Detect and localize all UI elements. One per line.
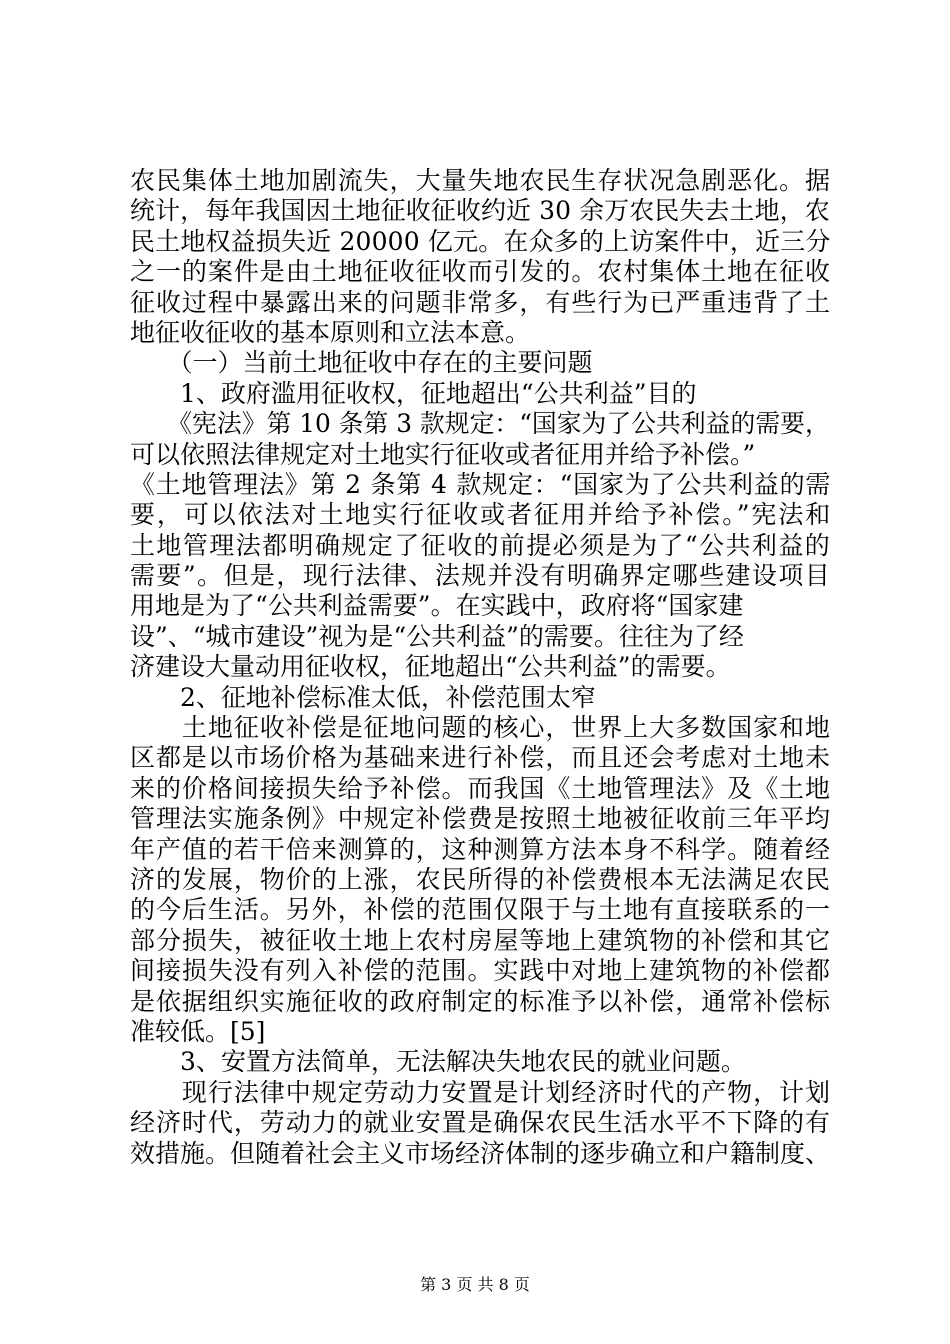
text-line: 要，可以依法对土地实行征收或者征用并给予补偿。”宪法和 xyxy=(130,500,833,530)
text-line: 部分损失，被征收土地上农村房屋等地上建筑物的补偿和其它 xyxy=(130,925,831,955)
text-line: 区都是以市场价格为基础来进行补偿，而且还会考虑对土地未 xyxy=(130,743,831,773)
text-line: 1、政府滥用征收权，征地超出“公共利益”目的 xyxy=(130,378,697,408)
text-line: 管理法实施条例》中规定补偿费是按照土地被征收前三年平均 xyxy=(130,804,831,834)
text-line: 准较低。[5] xyxy=(130,1016,266,1046)
text-line: 征收过程中暴露出来的问题非常多，有些行为已严重违背了土 xyxy=(130,287,831,317)
text-line: 可以依照法律规定对土地实行征收或者征用并给予补偿。” xyxy=(130,439,756,469)
text-line: 经济时代，劳动力的就业安置是确保农民生活水平不下降的有 xyxy=(130,1108,831,1138)
text-line: 《宪法》第 10 条第 3 款规定：“国家为了公共利益的需要， xyxy=(130,409,830,439)
text-line: 间接损失没有列入补偿的范围。实践中对地上建筑物的补偿都 xyxy=(130,956,831,986)
text-line: 统计，每年我国因土地征收征收约近 30 余万农民失去土地，农 xyxy=(130,196,830,226)
text-line: 效措施。但随着社会主义市场经济体制的逐步确立和户籍制度、 xyxy=(130,1138,831,1168)
text-line: （一）当前土地征收中存在的主要问题 xyxy=(130,348,593,378)
text-line: 设”、“城市建设”视为是“公共利益”的需要。往往为了经 xyxy=(130,621,744,651)
text-line: 现行法律中规定劳动力安置是计划经济时代的产物，计划 xyxy=(130,1077,831,1107)
text-line: 是依据组织实施征收的政府制定的标准予以补偿，通常补偿标 xyxy=(130,986,831,1016)
document-body xyxy=(130,166,833,1169)
text-line: 济建设大量动用征收权，征地超出“公共利益”的需要。 xyxy=(130,652,731,682)
text-line: 地征收征收的基本原则和立法本意。 xyxy=(130,317,531,347)
text-line: 土地管理法都明确规定了征收的前提必须是为了“公共利益的 xyxy=(130,530,832,560)
text-line: 济的发展，物价的上涨，农民所得的补偿费根本无法满足农民 xyxy=(130,864,831,894)
text-line: 用地是为了“公共利益需要”。在实践中，政府将“国家建 xyxy=(130,591,744,621)
text-line: 的今后生活。另外，补偿的范围仅限于与土地有直接联系的一 xyxy=(130,895,831,925)
text-line: 3、安置方法简单，无法解决失地农民的就业问题。 xyxy=(130,1047,746,1077)
text-line: 《土地管理法》第 2 条第 4 款规定：“国家为了公共利益的需 xyxy=(130,469,832,499)
page-footer: 第 3 页 共 8 页 xyxy=(420,1275,530,1294)
text-line: 民土地权益损失近 20000 亿元。在众多的上访案件中，近三分 xyxy=(130,226,831,256)
text-line: 土地征收补偿是征地问题的核心，世界上大多数国家和地 xyxy=(130,713,831,743)
text-line: 农民集体土地加剧流失，大量失地农民生存状况急剧恶化。据 xyxy=(130,166,831,195)
text-line: 年产值的若干倍来测算的，这种测算方法本身不科学。随着经 xyxy=(130,834,831,864)
text-line: 需要”。但是，现行法律、法规并没有明确界定哪些建设项目 xyxy=(130,561,832,591)
text-line: 来的价格间接损失给予补偿。而我国《土地管理法》及《土地 xyxy=(130,773,831,803)
text-line: 之一的案件是由土地征收征收而引发的。农村集体土地在征收 xyxy=(130,257,831,287)
text-line: 2、征地补偿标准太低，补偿范围太窄 xyxy=(130,682,596,712)
